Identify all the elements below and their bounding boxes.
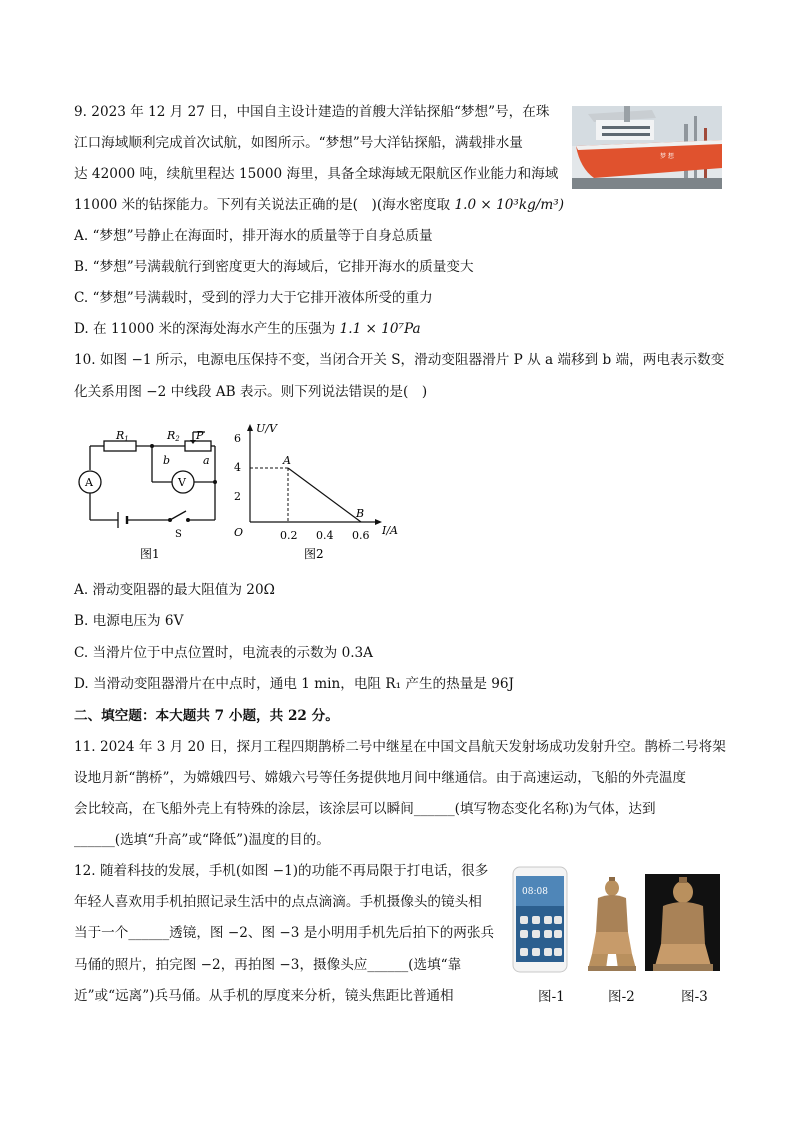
q9-line-4 [74,195,564,215]
ship-illustration [572,106,722,189]
q9-line-4-text: 11000 米的钻探能力。下列有关说法正确的是( )(海水密度取 [74,197,451,213]
fig-3-label: 图-3 [681,989,708,1005]
voltmeter-label: V [178,476,186,489]
graph-y-axis-label: U/V [256,422,277,435]
q9-line-3: 达 42000 吨，续航里程达 15000 海里，具备全球海域无限航区作业能力和海域 [74,166,559,182]
figure-1-caption: 图1 [140,547,160,561]
resistor-r1 [104,441,136,451]
terracotta-warrior-photo-near [645,874,720,971]
svg-text:梦 想: 梦 想 [660,153,674,160]
q9-density-formula: 1.0 × 10³kg/m³) [454,197,565,213]
graph-origin-label: O [234,526,244,539]
figure-2-caption: 图2 [304,547,324,561]
u-i-graph [228,418,418,566]
ship-photo [572,106,722,189]
circuit-diagram [70,420,230,565]
x-tick-0-6: 0.6 [352,529,370,542]
q10-line-1: 10. 如图 −1 所示，电源电压保持不变，当闭合开关 S，滑动变阻器滑片 P 从 a 端移到 b 端，两电表示数变 [74,352,725,368]
q9-option-d [74,319,421,339]
resistor-r2 [185,441,211,451]
q10-option-a: A. 滑动变阻器的最大阻值为 20Ω [74,582,275,598]
switch-label: S [175,529,182,540]
q12-line-2: 年轻人喜欢用手机拍照记录生活中的点点滴滴。手机摄像头的镜头相 [74,894,482,910]
q9-line-2: 江口海域顺利完成首次试航，如图所示。“梦想”号大洋钻探船，满载排水量 [74,135,523,151]
terracotta-warrior-photo-far [578,874,646,971]
fig-2-label: 图-2 [608,989,635,1005]
q12-line-3: 当于一个______透镜，图 −2、图 −3 是小明用手机先后拍下的两张兵 [74,925,495,941]
y-tick-6: 6 [234,432,241,445]
q12-photos [510,864,725,1009]
ammeter-label: A [85,476,93,489]
q10-option-d: D. 当滑动变阻器滑片在中点时，通电 1 min，电阻 R₁ 产生的热量是 96J [74,676,514,692]
section-heading-fill-in: 二、填空题：本大题共 7 小题，共 22 分。 [74,708,339,724]
x-tick-0-4: 0.4 [316,529,334,542]
q9-option-a: A. “梦想”号静止在海面时，排开海水的质量等于自身总质量 [74,228,433,244]
terminal-b-label: b [163,454,171,467]
q12-line-4: 马俑的照片，拍完图 −2，再拍图 −3，摄像头应______(选填“靠 [74,957,462,973]
svg-text:08:08: 08:08 [522,887,548,897]
q12-line-5: 近”或“远离”)兵马俑。从手机的厚度来分析，镜头焦距比普通相 [74,988,454,1004]
q10-option-b: B. 电源电压为 6V [74,613,184,629]
segment-ab [288,468,361,522]
q9-option-d-text: D. 在 11000 米的深海处海水产生的压强为 [74,321,336,337]
q12-line-1: 12. 随着科技的发展，手机(如图 −1)的功能不再局限于打电话，很多 [74,863,489,879]
q9-option-c: C. “梦想”号满载时，受到的浮力大于它排开液体所受的重力 [74,290,433,306]
q11-line-3: 会比较高，在飞船外壳上有特殊的涂层，该涂层可以瞬间______(填写物态变化名称)为气体，达到 [74,801,656,817]
y-tick-4: 4 [234,461,241,474]
slider-p-label: P [196,429,204,442]
q11-line-1: 11. 2024 年 3 月 20 日，探月工程四期鹊桥二号中继星在中国文昌航天发射场成功发射升空。鹊桥二号将架 [74,739,726,755]
q11-line-2: 设地月新“鹊桥”，为嫦娥四号、嫦娥六号等任务提供地月间中继通信。由于高速运动，飞船的外壳温度 [74,770,687,786]
q10-option-c: C. 当滑片位于中点位置时，电流表的示数为 0.3A [74,645,374,661]
graph-x-axis-label: I/A [382,524,398,537]
phone-image [512,866,568,973]
q9-option-b: B. “梦想”号满载航行到密度更大的海域后，它排开海水的质量变大 [74,259,474,275]
q11-line-4: ______(选填“升高”或“降低”)温度的目的。 [74,832,330,848]
q10-line-2: 化关系用图 −2 中线段 AB 表示。则下列说法错误的是( ) [74,384,428,400]
point-a-label: A [283,454,291,467]
terminal-a-label: a [203,454,210,467]
y-tick-2: 2 [234,490,241,503]
r1-label: R1 [116,429,129,443]
fig-1-label: 图-1 [538,989,565,1005]
q9-line-1: 9. 2023 年 12 月 27 日，中国自主设计建造的首艘大洋钻探船“梦想”号，在珠 [74,104,550,120]
x-tick-0-2: 0.2 [280,529,298,542]
r2-label: R2 [167,429,180,443]
point-b-label: B [356,507,365,520]
q9-pressure-formula: 1.1 × 10⁷Pa [339,321,421,337]
